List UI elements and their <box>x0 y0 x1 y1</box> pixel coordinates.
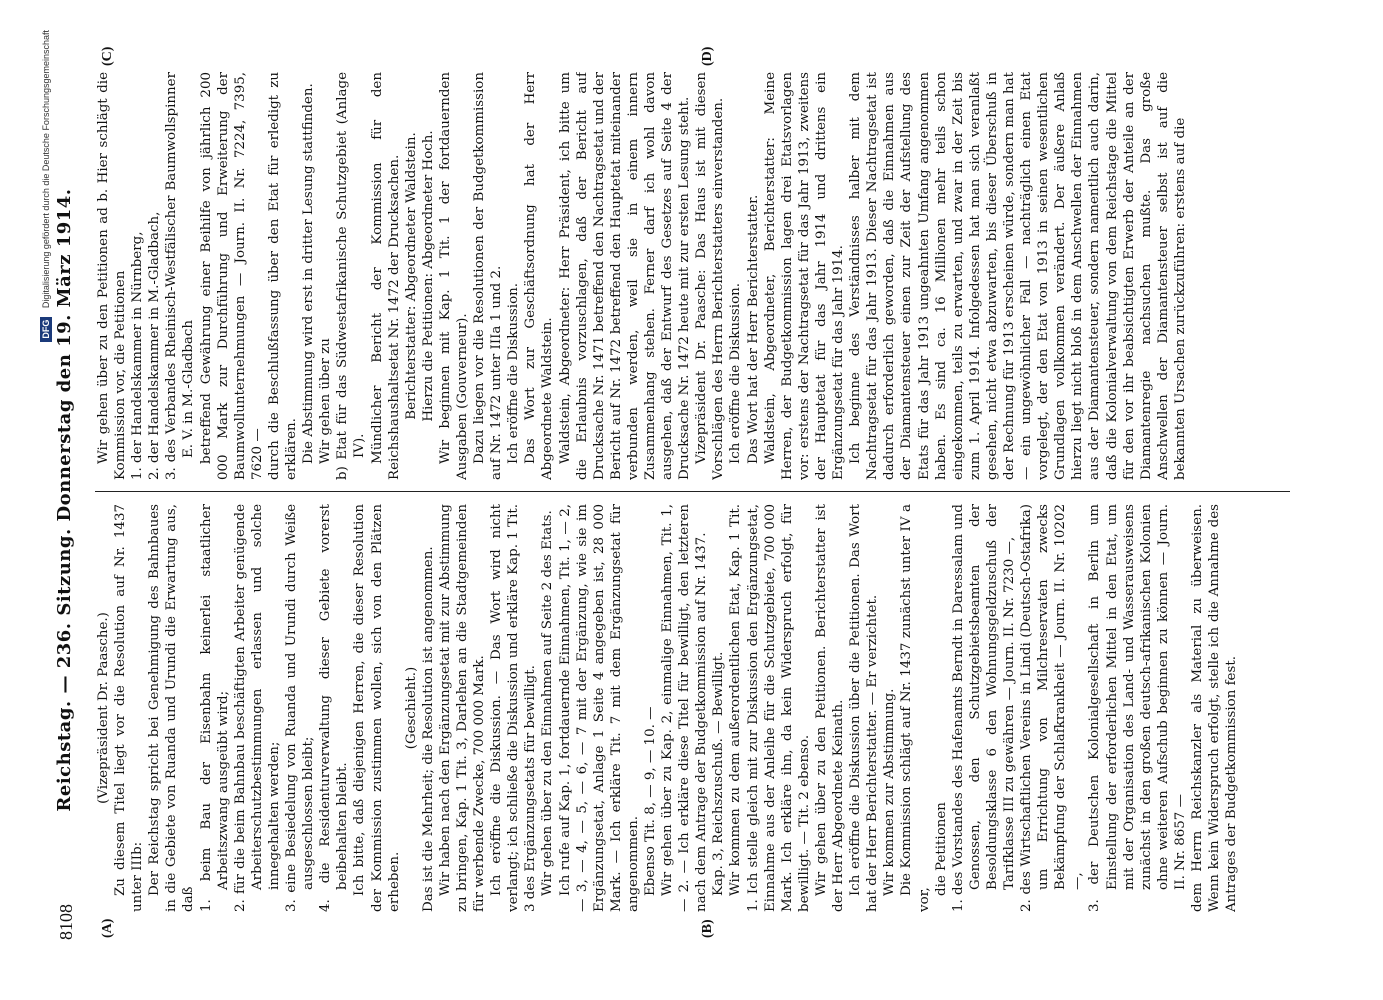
paragraph: Mündlicher Bericht der Kommission für den Reichshaushaltsetat Nr. 1472 der Drucksachen. <box>369 72 402 480</box>
paragraph: Ich rufe auf Kap. 1, fortdauernde Einnahmen, Tit. 1, — 2, — 3, — 4, — 5, — 6, — 7 mit der Ergänzung, wie sie im Ergänzungsetat, Anlage 1 Seite 4 angegeben ist, 28 000 Mark. — Ich erkläre Tit. 7 mit dem Ergänzungsetat für angenommen. <box>557 504 641 912</box>
list-item: 1. des Vorstandes des Hafenamts Berndt in Daressalam und Genossen, den Schutzgebietsbeamten der Besoldungsklasse 6 den Wohnungsgeldzuschuß der Tarifklasse III zu gewähren — Journ. II. Nr. 7230 —, <box>950 504 1017 912</box>
paragraph: durch die Beschlußfassung über den Etat für erledigt zu erklären. <box>266 72 300 480</box>
column-divider <box>95 491 1290 492</box>
list-item: 3. des Verbandes Rheinisch-Westfälischer Baumwollspinner E. V. in M.-Gladbach <box>164 72 197 480</box>
paragraph: Berichterstatter: Abgeordneter Waldstein. <box>403 132 419 420</box>
paragraph: Kap. 3, Reichszuschuß. — Bewilligt. <box>711 651 727 896</box>
margin-mark-c: (C) <box>100 46 115 66</box>
paragraph: Wir gehen über zu den Einnahmen auf Seite 2 des Etats. <box>540 510 556 896</box>
paragraph: Wir gehen über zu <box>318 338 334 464</box>
paragraph: Wir gehen über zu Kap. 2, einmalige Einnahmen, Tit. 1, — 2. — Ich erkläre diese Titel für bewilligt, den letzteren nach dem Antrage der Budgetkommission auf Nr. 1437. <box>660 504 710 912</box>
paragraph: die Petitionen <box>933 802 949 896</box>
paragraph: Wir beginnen mit Kap. 1 Tit. 1 der fortdauernden Ausgaben (Gouverneur). <box>437 72 470 480</box>
paragraph: Das Wort zur Geschäftsordnung hat der Herr Abgeordnete Waldstein. <box>523 72 556 480</box>
list-item: 3. der Deutschen Kolonialgesellschaft in Berlin um Einstellung der erforderlichen Mittel in den Etat, um mit der Organisation des Land- und Wasserausweisens zunächst in den großen deutsch-afrikanischen Kolonien ohne weiteren Aufschub beginnen zu können — Journ. II. Nr. 8657 — <box>1087 504 1188 912</box>
paragraph: Wir kommen zur Abstimmung. <box>882 688 898 896</box>
paragraph: Wir haben nach den Ergänzungsetat mit zur Abstimmung zu bringen, Kap. 1 Tit. 3, Darlehen an die Stadtgemeinden für werbende Zwecke, 700 000 Mark. <box>437 504 488 912</box>
paragraph: Ich eröffne die Diskussion. — Das Wort wird nicht verlangt; ich schließe die Diskussion und erkläre Kap. 1 Tit. 3 des Ergänzungsetats für bewilligt. <box>489 504 539 912</box>
page-number: 8108 <box>56 904 76 940</box>
paragraph: Ich bitte, daß diejenigen Herren, die dieser Resolution der Kommission zustimmen wollen, sich von den Plätzen erheben. <box>352 504 402 912</box>
page-title: Reichstag. — 236. Sitzung. Donnerstag den 19. März 1914. <box>54 188 75 812</box>
paragraph: Die Kommission schlägt auf Nr. 1437 zunächst unter IV a vor, <box>899 504 932 912</box>
list-item: 1. der Handelskammer in Nürnberg, <box>130 231 146 480</box>
list-item: 4. die Residenturverwaltung dieser Gebiete vorerst beibehalten bleibt. <box>318 504 351 912</box>
left-column <box>95 504 1290 912</box>
dfg-logo: DFG <box>40 317 52 342</box>
stage-note: (Geschieht.) <box>403 666 419 750</box>
margin-mark-d: (D) <box>700 46 715 66</box>
list-item: 3. eine Besiedelung von Ruanda und Urundi durch Weiße ausgeschlossen bleibt; <box>284 504 317 912</box>
speech: Ich beginne des Verständnisses halber mit dem Nachtragsetat für das Jahr 1913. Dieser Nachtragsetat ist dadurch erforderlich geworden, daß die Einnahmen aus der Diamantensteuer einen zur Zeit der Aufstellung des Etats für das Jahr 1913 ungeahnten Umfang angenommen haben. Es sind ca. 16 Millionen mehr teils schon eingekommen, teils zu erwarten, und zwar in der Zeit bis zum 1. April 1914. Infolgedessen hat man sich veranlaßt gesehen, nicht etwa abzuwarten, bis dieser Überschuß in der Rechnung für 1913 erscheinen würde, sondern man hat — ein ungewöhnlicher Fall — nachträglich einen Etat vorgelegt, der den Etat von 1913 in seinen wesentlichen Grundlagen vollkommen verändert. Der äußere Anlaß hierzu liegt nicht bloß in dem Anschwellen der Einnahmen aus der Diamantensteuer, sondern namentlich auch darin, daß die Kolonialverwaltung von dem Reichstage die Mittel für den vor ihr beabsichtigten Erwerb der Anteile an der Diamantenregie nachsuchen mußte. Das große Anschwellen der Diamantensteuer selbst ist auf die bekannten Ursachen zurückzuführen: erstens auf die <box>848 72 1188 480</box>
page-header <box>52 60 82 940</box>
paragraph: Dazu liegen vor die Resolutionen der Budgetkommission auf Nr. 1472 unter IIIa 1 und 2. <box>472 72 505 480</box>
paragraph: Hierzu die Petitionen: Abgeordneter Hoch. <box>420 130 436 422</box>
section-heading: b) Etat für das Südwestafrikanische Schutzgebiet (Anlage IV). <box>335 72 368 480</box>
speech: Vizepräsident Dr. Paasche: Das Haus ist mit diesen Vorschlägen des Herrn Berichterstatters einverstanden. <box>694 72 727 480</box>
petition-subject: betreffend Gewährung einer Beihilfe von jährlich 200 000 Mark zur Durchführung und Erweiterung der Baumwollunternehmungen — Journ. II. Nr. 7224, 7395, 7620 — <box>198 72 265 480</box>
list-item: 2. der Handelskammer in M.-Gladbach, <box>147 211 163 480</box>
resolution-text: Der Reichstag spricht bei Genehmigung des Bahnbaues in die Gebiete von Ruanda und Urundi die Erwartung aus, daß <box>147 504 197 912</box>
right-column <box>95 72 1290 480</box>
margin-mark-a: (A) <box>100 918 115 938</box>
paragraph: Wir gehen über zu den Petitionen. Berichterstatter ist der Herr Abgeordnete Keinath. <box>813 504 847 912</box>
list-item: 2. für die beim Bahnbau beschäftigten Arbeiter genügende Arbeiterschutzbestimmungen erlassen und solche innegehalten werden; <box>232 504 282 912</box>
paragraph: Wir gehen über zu den Petitionen ad b. Hier schlägt die Kommission vor, die Petitionen <box>96 72 129 480</box>
list-item: 1. beim Bau der Eisenbahn keinerlei staatlicher Arbeitszwang ausgeübt wird; <box>198 504 231 912</box>
paragraph: Wir kommen zu dem außerordentlichen Etat, Kap. 1 Tit. 1. Ich stelle gleich mit zur Diskussion den Ergänzungsetat, Einnahme aus der Anleihe für die Schutzgebiete, 700 000 Mark. Ich erkläre ihn, da kein Widerspruch erfolgt, für bewilligt. — Tit. 2 ebenso. <box>728 504 812 912</box>
paragraph: Die Abstimmung wird erst in dritter Lesung stattfinden. <box>301 83 317 464</box>
speaker-note: (Vizepräsident Dr. Paasche.) <box>96 612 111 804</box>
paragraph: dem Herrn Reichskanzler als Material zu überweisen. Wenn kein Widerspruch erfolgt, stelle ich die Annahme des Antrages der Budgetkommission fest. <box>1190 504 1240 912</box>
paragraph: Ich eröffne die Diskussion. <box>728 282 744 464</box>
paragraph: Ebenso Tit. 8, — 9, — 10. — <box>643 706 658 896</box>
speech: Waldstein, Abgeordneter: Herr Präsident, ich bitte um die Erlaubnis vorzuschlagen, daß der Bericht auf Drucksache Nr. 1471 betreffend den Nachtragsetat und der Bericht auf Nr. 1472 betreffend den Hauptetat miteinander verbunden werden, weil sie in einem innern Zusammenhang stehen. Ferner darf ich wohl davon ausgehen, daß der Entwurf des Gesetzes auf Seite 4 der Drucksache Nr. 1472 heute mit zur ersten Lesung steht. <box>557 72 693 480</box>
paragraph: Zu diesem Titel liegt vor die Resolution auf Nr. 1437 unter IIIb: <box>113 504 146 912</box>
list-item: 2. des Wirtschaftlichen Vereins in Lindi (Deutsch-Ostafrika) um Errichtung von Milchreservaten zwecks Bekämpfung der Schlafkrankheit — Journ. II. Nr. 10202 —, <box>1019 504 1086 912</box>
speech: Waldstein, Abgeordneter, Berichterstatter: Meine Herren, der Budgetkommission lagen drei Etatsvorlagen vor: erstens der Nachtragsetat für das Jahr 1913, zweitens der Hauptetat für das Jahr 1914 und drittens ein Ergänzungsetat für das Jahr 1914. <box>762 72 847 480</box>
paragraph: Das Wort hat der Herr Berichterstatter. <box>745 194 761 464</box>
margin-mark-b: (B) <box>700 919 715 938</box>
paragraph: Ich eröffne die Diskussion. <box>506 282 522 464</box>
paragraph: Das ist die Mehrheit; die Resolution ist angenommen. <box>420 546 436 912</box>
digitization-stamp <box>40 30 52 342</box>
stamp-text: Digitalisierung gefördert durch die Deutsche Forschungsgemeinschaft <box>41 30 51 309</box>
paragraph: Ich eröffne die Diskussion über die Petitionen. Das Wort hat der Herr Berichterstatter. — Er verzichtet. <box>848 504 881 912</box>
